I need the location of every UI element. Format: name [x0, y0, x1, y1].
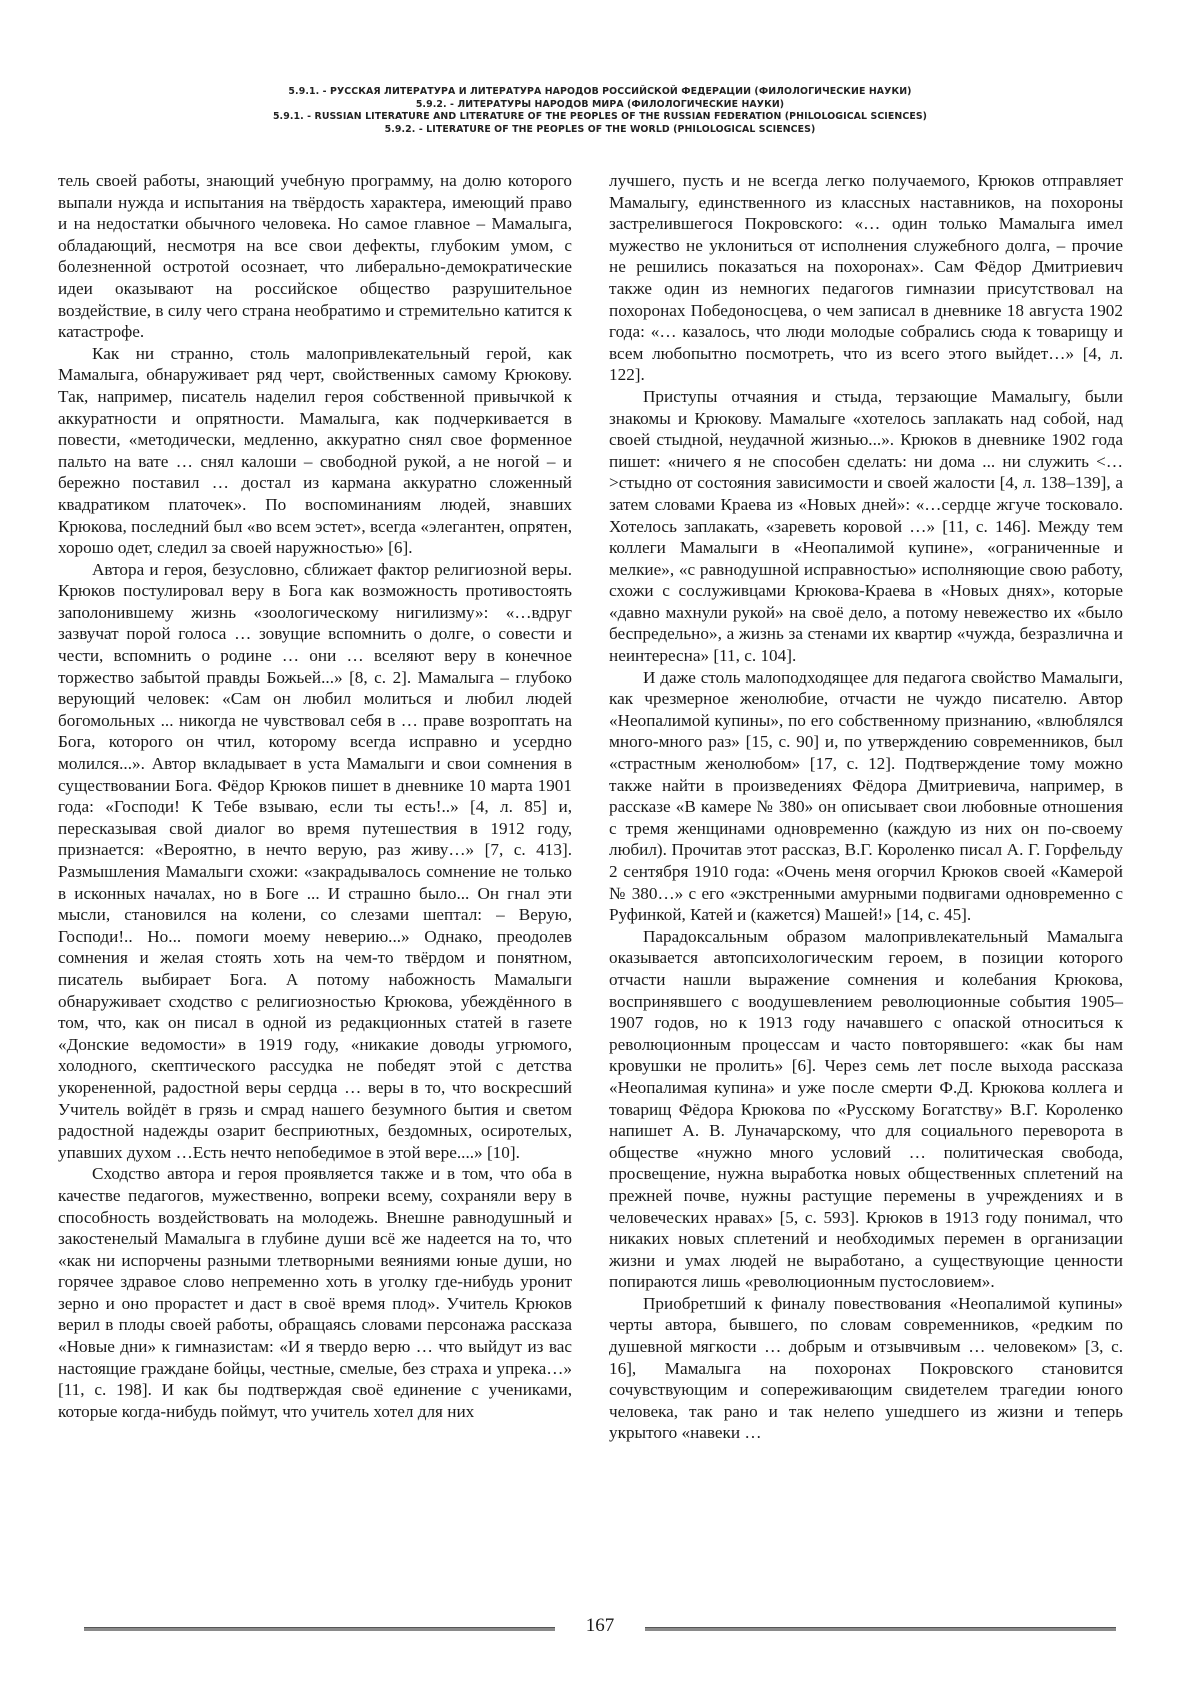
paragraph: Автора и героя, безусловно, сближает фактор религиозной веры. Крюков постулировал веру в Бога как возможность противостоять заполонившему жизнь «зоологическому нигилизму»: «…вдруг зазвучат порой голоса … зовущие вспомнить о долге, о совести и чести, вспомнить о родине … они … вселяют веру в конечное торжество забытой правды Божьей...» [8, с. 2]. Мамалыга – глубоко верующий человек: «Сам он любил молиться и любил людей богомольных ... никогда не чувствовал себя в … праве возроптать на Бога, которого он чтил, которому всегда исправно и усердно молился...». Автор вкладывает в уста Мамалыги и свои сомнения в существовании Бога. Фёдор Крюков пишет в дневнике 10 марта 1901 года: «Господи! К Тебе взываю, если ты есть!..» [4, л. 85] и, пересказывая свой диалог во время путешествия в 1912 году, признается: «Вероятно, в нечто верую, раз живу…» [7, с. 413]. Размышления Мамалыги схожи: «закрадывалось сомнение не только в исконных началах, но в Боге ... И страшно было... Он гнал эти мысли, становился на колени, со слезами шептал: – Верую, Господи!.. Но... помоги моему неверию...» Однако, преодолев сомнения и желая стоять хоть на чем-то твёрдом и понятном, писатель выбирает Бога. А потому набожность Мамалыги обнаруживает сходство с религиозностью Крюкова, убеждённого в том, что, как он писал в одной из редакционных статей в газете «Донские ведомости» в 1919 году, «никакие доводы угрюмого, холодного, скептического рассудка не победят этой с детства укорененной, радостной веры сердца … веры в то, что воскресший Учитель войдёт в грязь и смрад нашего безумного бытия и светом радостной надежды озарит бесприютных, бездомных, осиротелых, упавших духом …Есть нечто непобедимое в этой вере....» [10]. — [58, 559, 572, 1162]
paragraph: Приобретший к финалу повествования «Неопалимой купины» черты автора, бывшего, по словам современников, «редким по душевной мягкости … добрым и отзывчивым … человеком» [3, с. 16], Мамалыга на похоронах Покровского становится сочувствующим и сопереживающим свидетелем трагедии юного человека, так рано и так нелепо ушедшего из жизни и теперь укрытого «навеки … — [609, 1293, 1123, 1443]
running-header — [60, 86, 1140, 136]
page-number: 167 — [585, 1615, 615, 1636]
paragraph: И даже столь малоподходящее для педагога свойство Мамалыги, как чрезмерное женолюбие, отчасти не чуждо писателю. Автор «Неопалимой купины», по его собственному признанию, «влюблялся много-много раз» [15, с. 90] и, по утверждению современников, был «страстным женолюбом» [17, с. 12]. Подтверждение тому можно также найти в произведениях Фёдора Дмитриевича, например, в рассказе «В камере № 380» он описывает свои любовные отношения с тремя женщинами одновременно (каждую из них он по-своему любил). Прочитав этот рассказ, В.Г. Короленко писал А. Г. Горфельду 2 сентября 1910 года: «Очень меня огорчил Крюков своей «Камерой № 380…» с его «экстренными амурными подвигами одновременно с Руфинкой, Катей и (кажется) Машей!» [14, с. 45]. — [609, 667, 1123, 925]
paragraph: Сходство автора и героя проявляется также и в том, что оба в качестве педагогов, мужественно, вопреки всему, сохраняли веру в способность воздействовать на молодежь. Внешне равнодушный и закостенелый Мамалыга в глубине души всё же надеется на то, что «как ни испорчены разными тлетворными веяниями юные души, но горячее здравое слово непременно хоть в уголку где-нибудь уронит зерно и оно прорастет и даст в своё время плод». Учитель Крюков верил в плоды своей работы, обращаясь словами персонажа рассказа «Новые дни» к гимназистам: «И я твердо верю … что выйдут из вас настоящие граждане бойцы, честные, смелые, без страха и упрека…» [11, с. 198]. И как бы подтверждая своё единение с учениками, которые когда-нибудь поймут, что учитель хотел для них — [58, 1164, 572, 1421]
header-line: 5.9.1. - РУССКАЯ ЛИТЕРАТУРА И ЛИТЕРАТУРА НАРОДОВ РОССИЙСКОЙ ФЕДЕРАЦИИ (ФИЛОЛОГИЧЕСКИЕ НАУКИ) — [288, 86, 912, 97]
paragraph: Как ни странно, столь малопривлекательный герой, как Мамалыга, обнаруживает ряд черт, свойственных самому Крюкову. Так, например, писатель наделил героя собственной привычкой к аккуратности и опрятности. Мамалыга, как подчеркивается в повести, «методически, медленно, аккуратно снял свое форменное пальто на вате … снял калоши – свободной рукой, а не ногой – и бережно поставил … достал из кармана аккуратно сложенный квадратиком платочек». По воспоминаниям людей, знавших Крюкова, последний был «во всем эстет», всегда «элегантен, опрятен, хорошо одет, следил за своей наружностью» [6]. — [58, 343, 572, 558]
header-line: 5.9.2. - LITERATURE OF THE PEOPLES OF THE WORLD (PHILOLOGICAL SCIENCES) — [384, 123, 816, 135]
footer-rule-right — [645, 1627, 1116, 1631]
paragraph: Парадоксальным образом малопривлекательный Мамалыга оказывается автопсихологическим героем, в позиции которого отчасти нашли выражение сомнения и колебания Крюкова, воспринявшего с воодушевлением революционные события 1905–1907 годов, но к 1913 году начавшего с опаской относиться к революционным процессам и часто повторявшего: «как бы нам кровушки не пролить» [6]. Через семь лет после выхода рассказа «Неопалимая купина» и уже после смерти Ф.Д. Крюкова коллега и товарищ Фёдора Крюкова по «Русскому Богатству» В.Г. Короленко напишет А. В. Луначарскому, что для социального переворота в обществе «нужно много условий … политическая свобода, просвещение, нужна выработка новых общественных сплетений на прежней почве, нужны растущие перемены в учреждениях и в человеческих нравах» [5, с. 593]. Крюков в 1913 году понимал, что никаких новых сплетений и необходимых перемен в организации жизни и умах людей не выработано, а существующие ценности попираются лишь «революционным пустословием». — [609, 926, 1123, 1292]
paragraph: тель своей работы, знающий учебную программу, на долю которого выпали нужда и испытания на твёрдость характера, имеющий право и на недостатки обычного человека. Но самое главное – Мамалыга, обладающий, несмотря на все свои дефекты, глубоким умом, с болезненной остротой осознает, что либерально-демократические идеи оказывают на российское общество разрушительное воздействие, в силу чего страна необратимо и стремительно катится к катастрофе. — [58, 171, 572, 342]
footer-rule-left — [84, 1627, 555, 1631]
paragraph: Приступы отчаяния и стыда, терзающие Мамалыгу, были знакомы и Крюкову. Мамалыге «хотелось заплакать над собой, над своей стыдной, неудачной жизнью...». Крюков в дневнике 1902 года пишет: «ничего я не способен сделать: ни дома ... ни служить <…>стыдно от состояния зависимости и своей жалости [4, л. 138–139], а затем словами Краева из «Новых дней»: «…сердце жгуче тосковало. Хотелось заплакать, «зареветь коровой …» [11, с. 146]. Между тем коллеги Мамалыги в «Неопалимой купине», «ограниченные и мелкие», «с равнодушной исправностью» исполняющие свою работу, схожи с сослуживцами Крюкова-Краева в «Новых днях», которые «давно махнули рукой» на своё дело, а потому невежество их «было беспредельно», а жизнь за стенами их квартир «чужда, безразлична и неинтересна» [11, с. 104]. — [609, 386, 1123, 666]
header-line: 5.9.2. - ЛИТЕРАТУРЫ НАРОДОВ МИРА (ФИЛОЛОГИЧЕСКИЕ НАУКИ) — [415, 98, 785, 110]
right-column — [609, 170, 1123, 1444]
paragraph: лучшего, пусть и не всегда легко получаемого, Крюков отправляет Мамалыгу, единственного из классных наставников, на похороны застрелившегося Покровского: «… один только Мамалыга имел мужество не уклониться от исполнения служебного долга, – прочие не решились показаться на похоронах». Сам Фёдор Дмитриевич также один из немногих педагогов гимназии присутствовал на похоронах Победоносцева, о чем записал в дневнике 18 августа 1902 года: «… казалось, что люди молодые собрались сюда к товарищу и всем любопытно посмотреть, что из всего этого выйдет…» [4, л. 122]. — [609, 171, 1123, 385]
left-column — [58, 170, 572, 1422]
header-line: 5.9.1. - RUSSIAN LITERATURE AND LITERATURE OF THE PEOPLES OF THE RUSSIAN FEDERATION (PHILOLOGICAL SCIENCES) — [272, 111, 928, 123]
